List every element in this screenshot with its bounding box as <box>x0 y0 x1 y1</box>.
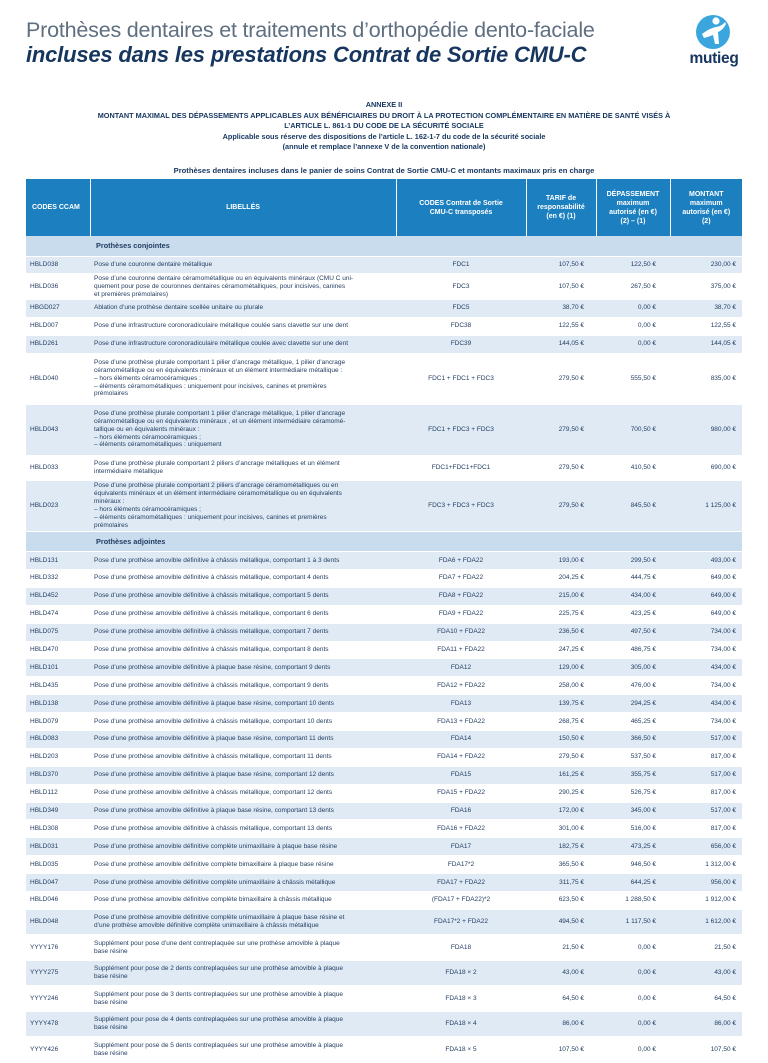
cell-tarif: 279,50 € <box>526 455 596 481</box>
cell-tarif: 301,00 € <box>526 820 596 838</box>
cell-tarif: 144,05 € <box>526 335 596 353</box>
cell-code-cmu: FDA6 + FDA22 <box>396 552 526 570</box>
cell-depassement: 345,00 € <box>596 802 670 820</box>
cell-depassement: 423,25 € <box>596 605 670 623</box>
cell-libelle: Pose d’une infrastructure coronoradiculaire métallique coulée sans clavette sur une dent <box>90 317 396 335</box>
cell-depassement: 0,00 € <box>596 1037 670 1063</box>
cell-code-cmu: FDC3 + FDC3 + FDC3 <box>396 481 526 532</box>
cell-tarif: 107,50 € <box>526 274 596 300</box>
cell-montant: 64,50 € <box>670 986 742 1012</box>
table-row <box>26 455 742 481</box>
annex-line-4: Applicable sous réserve des dispositions de l’article L. 162-1-7 du code de la sécurité sociale <box>222 131 546 141</box>
cell-libelle: Pose d’une prothèse amovible définitive à plaque base résine, comportant 11 dents <box>90 730 396 748</box>
table-row <box>26 730 742 748</box>
cell-depassement: 305,00 € <box>596 659 670 677</box>
cell-montant: 734,00 € <box>670 677 742 695</box>
cell-libelle: Pose d’une prothèse amovible définitive à plaque base résine, comportant 10 dents <box>90 695 396 713</box>
cell-depassement: 476,00 € <box>596 677 670 695</box>
cell-depassement: 366,50 € <box>596 730 670 748</box>
table-row <box>26 1011 742 1037</box>
cell-code-cmu: FDC1 + FDC1 + FDC3 <box>396 353 526 404</box>
cell-code-cmu: FDA13 + FDA22 <box>396 713 526 731</box>
cell-tarif: 225,75 € <box>526 605 596 623</box>
cell-depassement: 0,00 € <box>596 317 670 335</box>
cell-libelle: Pose d’une prothèse amovible définitive à plaque base résine, comportant 12 dents <box>90 766 396 784</box>
cell-libelle: Pose d’une prothèse amovible définitive à châssis métallique, comportant 13 dents <box>90 820 396 838</box>
cell-code-cmu: FDC38 <box>396 317 526 335</box>
cell-code-ccam: HBLD033 <box>26 455 90 481</box>
cell-depassement: 516,00 € <box>596 820 670 838</box>
cell-depassement: 294,25 € <box>596 695 670 713</box>
cell-code-cmu: FDA13 <box>396 695 526 713</box>
cell-code-ccam: HBLD112 <box>26 784 90 802</box>
table-row <box>26 891 742 909</box>
cell-libelle: Pose d’une prothèse amovible définitive complète bimaxillaire à plaque base résine <box>90 856 396 874</box>
cell-code-ccam: HBLD007 <box>26 317 90 335</box>
cell-depassement: 299,50 € <box>596 552 670 570</box>
cell-tarif: 43,00 € <box>526 960 596 986</box>
cell-code-ccam: HBLD023 <box>26 481 90 532</box>
cell-montant: 817,00 € <box>670 784 742 802</box>
cell-libelle: Pose d’une prothèse plurale comportant 2 piliers d’ancrage métalliques et un élément intermédiaire métallique <box>90 455 396 481</box>
cell-code-ccam: HBLD038 <box>26 256 90 274</box>
cell-montant: 817,00 € <box>670 748 742 766</box>
cell-libelle: Pose d’une couronne dentaire céramométallique ou en équivalents minéraux (CMU C uni- quement pour pose de couronnes dentaires céramométalliques, pour incisives, canines et premières prémolaires) <box>90 274 396 300</box>
cell-tarif: 107,50 € <box>526 1037 596 1063</box>
cell-code-cmu: FDA15 <box>396 766 526 784</box>
cell-montant: 107,50 € <box>670 1037 742 1063</box>
cell-tarif: 258,00 € <box>526 677 596 695</box>
cell-depassement: 122,50 € <box>596 256 670 274</box>
cell-code-cmu: FDC1 + FDC3 + FDC3 <box>396 404 526 455</box>
header-text: (2) <box>701 217 711 225</box>
table-row <box>26 659 742 677</box>
cell-code-ccam: HBLD349 <box>26 802 90 820</box>
logo-text: mutieg <box>689 50 739 67</box>
table-row <box>26 909 742 935</box>
table-row <box>26 641 742 659</box>
cell-code-ccam: HBLD031 <box>26 838 90 856</box>
cell-code-cmu: FDA18 × 5 <box>396 1037 526 1063</box>
cell-montant: 38,70 € <box>670 299 742 317</box>
cell-montant: 1 125,00 € <box>670 481 742 532</box>
cell-libelle: Supplément pour pose d’une dent contreplaquée sur une prothèse amovible à plaque base résine <box>90 935 396 961</box>
cell-code-cmu: FDA17*2 <box>396 856 526 874</box>
cell-montant: 434,00 € <box>670 659 742 677</box>
cell-tarif: 279,50 € <box>526 404 596 455</box>
header-text: autorisé (en €) <box>609 208 657 216</box>
table-row <box>26 820 742 838</box>
cell-code-cmu: FDA18 × 4 <box>396 1011 526 1037</box>
cell-libelle: Pose d’une prothèse amovible définitive à châssis métallique, comportant 4 dents <box>90 569 396 587</box>
cell-libelle: Supplément pour pose de 4 dents contreplaquées sur une prothèse amovible à plaque base résine <box>90 1011 396 1037</box>
cell-code-cmu: (FDA17 + FDA22)*2 <box>396 891 526 909</box>
cell-depassement: 0,00 € <box>596 1011 670 1037</box>
table-row <box>26 569 742 587</box>
cell-depassement: 1 117,50 € <box>596 909 670 935</box>
header-text: (2) – (1) <box>620 217 646 225</box>
table-row <box>26 623 742 641</box>
cell-libelle: Supplément pour pose de 2 dents contreplaquées sur une prothèse amovible à plaque base résine <box>90 960 396 986</box>
cell-montant: 230,00 € <box>670 256 742 274</box>
table-header <box>26 179 742 236</box>
table-row <box>26 404 742 455</box>
header-text: TARIF de <box>545 195 577 202</box>
header-text: maximum <box>616 199 650 207</box>
cell-code-cmu: FDA17 <box>396 838 526 856</box>
header-montant <box>670 179 742 236</box>
cell-code-ccam: HBLD470 <box>26 641 90 659</box>
group-label: Prothèses conjointes <box>26 236 742 256</box>
cell-tarif: 204,25 € <box>526 569 596 587</box>
cell-montant: 690,00 € <box>670 455 742 481</box>
cell-code-cmu: FDC5 <box>396 299 526 317</box>
cell-montant: 734,00 € <box>670 641 742 659</box>
cell-libelle: Pose d’une prothèse amovible définitive complète unimaxillaire à plaque base résine <box>90 838 396 856</box>
header-text: (en €) (1) <box>546 213 576 220</box>
cell-montant: 375,00 € <box>670 274 742 300</box>
cell-depassement: 555,50 € <box>596 353 670 404</box>
cell-code-cmu: FDA14 <box>396 730 526 748</box>
cell-code-ccam: HBLD079 <box>26 713 90 731</box>
table-row <box>26 317 742 335</box>
page-title: Prothèses dentaires et traitements d’orthopédie dento-faciale <box>26 18 595 42</box>
cell-tarif: 38,70 € <box>526 299 596 317</box>
cell-code-ccam: HBLD036 <box>26 274 90 300</box>
cell-code-ccam: HBLD261 <box>26 335 90 353</box>
cell-code-ccam: YYYY246 <box>26 986 90 1012</box>
table-row <box>26 605 742 623</box>
header-text: DÉPASSEMENT <box>606 190 660 198</box>
cell-depassement: 0,00 € <box>596 986 670 1012</box>
table-row <box>26 353 742 404</box>
cell-depassement: 486,75 € <box>596 641 670 659</box>
table-row <box>26 695 742 713</box>
cell-montant: 517,00 € <box>670 802 742 820</box>
cell-libelle: Pose d’une prothèse amovible définitive à châssis métallique, comportant 12 dents <box>90 784 396 802</box>
table-row <box>26 935 742 961</box>
table-row <box>26 874 742 892</box>
cell-montant: 734,00 € <box>670 623 742 641</box>
table-row <box>26 986 742 1012</box>
cell-tarif: 236,50 € <box>526 623 596 641</box>
table-row <box>26 838 742 856</box>
cell-tarif: 150,50 € <box>526 730 596 748</box>
cell-libelle: Pose d’une prothèse amovible définitive à châssis métallique, comportant 5 dents <box>90 587 396 605</box>
cell-montant: 86,00 € <box>670 1011 742 1037</box>
cell-code-ccam: HBLD047 <box>26 874 90 892</box>
cell-tarif: 494,50 € <box>526 909 596 935</box>
table-row <box>26 587 742 605</box>
cell-code-cmu: FDA16 + FDA22 <box>396 820 526 838</box>
cell-tarif: 193,00 € <box>526 552 596 570</box>
cell-code-ccam: YYYY478 <box>26 1011 90 1037</box>
cell-depassement: 434,00 € <box>596 587 670 605</box>
cell-depassement: 355,75 € <box>596 766 670 784</box>
cell-montant: 493,00 € <box>670 552 742 570</box>
table-row <box>26 552 742 570</box>
cell-libelle: Pose d’une prothèse amovible définitive complète unimaxillaire à châssis métallique <box>90 874 396 892</box>
cell-montant: 649,00 € <box>670 569 742 587</box>
table-row <box>26 256 742 274</box>
cell-code-ccam: HBLD308 <box>26 820 90 838</box>
cell-code-cmu: FDA12 + FDA22 <box>396 677 526 695</box>
cell-libelle: Pose d’une prothèse amovible définitive à châssis métallique, comportant 6 dents <box>90 605 396 623</box>
cell-depassement: 497,50 € <box>596 623 670 641</box>
cell-libelle: Pose d’une prothèse plurale comportant 1 pilier d’ancrage métallique, 1 pilier d’ancrage céramométallique ou en équivalents minéraux et un élément intermédiaire métallique : – hors éléments céramocéramiques ; – éléments céramométalliques : uniquement pour incisives, canines et premières prémolaires <box>90 353 396 404</box>
cell-libelle: Pose d’une prothèse amovible définitive complète bimaxillaire à châssis métallique <box>90 891 396 909</box>
cell-code-ccam: HBLD138 <box>26 695 90 713</box>
cell-code-ccam: HBLD043 <box>26 404 90 455</box>
tariff-table <box>26 179 742 1063</box>
table-body <box>26 236 742 1062</box>
cell-depassement: 526,75 € <box>596 784 670 802</box>
cell-depassement: 946,50 € <box>596 856 670 874</box>
cell-depassement: 1 288,50 € <box>596 891 670 909</box>
cell-tarif: 279,50 € <box>526 481 596 532</box>
cell-depassement: 845,50 € <box>596 481 670 532</box>
table-row <box>26 748 742 766</box>
cell-libelle: Pose d’une prothèse amovible définitive à plaque base résine, comportant 9 dents <box>90 659 396 677</box>
header-text: CODES Contrat de Sortie <box>419 199 503 207</box>
cell-depassement: 0,00 € <box>596 935 670 961</box>
cell-code-cmu: FDC3 <box>396 274 526 300</box>
cell-montant: 656,00 € <box>670 838 742 856</box>
cell-code-ccam: HBLD083 <box>26 730 90 748</box>
cell-code-cmu: FDC39 <box>396 335 526 353</box>
cell-depassement: 473,25 € <box>596 838 670 856</box>
cell-code-ccam: HBLD332 <box>26 569 90 587</box>
section-title: Prothèses dentaires incluses dans le panier de soins Contrat de Sortie CMU-C et montants maximaux pris en charge <box>173 166 595 175</box>
cell-depassement: 0,00 € <box>596 299 670 317</box>
cell-tarif: 129,00 € <box>526 659 596 677</box>
cell-libelle: Pose d’une prothèse amovible définitive à châssis métallique, comportant 11 dents <box>90 748 396 766</box>
cell-tarif: 21,50 € <box>526 935 596 961</box>
cell-tarif: 86,00 € <box>526 1011 596 1037</box>
cell-tarif: 290,25 € <box>526 784 596 802</box>
cell-depassement: 0,00 € <box>596 960 670 986</box>
cell-depassement: 465,25 € <box>596 713 670 731</box>
page-subtitle: incluses dans les prestations Contrat de Sortie CMU-C <box>26 42 587 67</box>
cell-code-cmu: FDC1+FDC1+FDC1 <box>396 455 526 481</box>
group-label: Prothèses adjointes <box>26 532 742 552</box>
header-text: responsabilité <box>537 204 585 211</box>
cell-depassement: 444,75 € <box>596 569 670 587</box>
cell-tarif: 107,50 € <box>526 256 596 274</box>
cell-montant: 1 312,00 € <box>670 856 742 874</box>
cell-libelle: Supplément pour pose de 3 dents contreplaquées sur une prothèse amovible à plaque base résine <box>90 986 396 1012</box>
cell-montant: 649,00 € <box>670 587 742 605</box>
table-row <box>26 481 742 532</box>
cell-libelle: Pose d’une prothèse amovible définitive à châssis métallique, comportant 10 dents <box>90 713 396 731</box>
tariff-table-wrapper <box>26 179 742 1063</box>
table-row <box>26 960 742 986</box>
mutieg-logo <box>683 14 745 70</box>
cell-code-ccam: YYYY426 <box>26 1037 90 1063</box>
cell-libelle: Pose d’une prothèse amovible définitive à châssis métallique, comportant 9 dents <box>90 677 396 695</box>
cell-depassement: 410,50 € <box>596 455 670 481</box>
cell-montant: 1 612,00 € <box>670 909 742 935</box>
cell-montant: 817,00 € <box>670 820 742 838</box>
annex-heading <box>40 100 728 153</box>
cell-tarif: 365,50 € <box>526 856 596 874</box>
cell-tarif: 279,50 € <box>526 748 596 766</box>
cell-depassement: 0,00 € <box>596 335 670 353</box>
header-text: MONTANT <box>689 190 724 198</box>
table-row <box>26 784 742 802</box>
table-row <box>26 802 742 820</box>
annex-line-3: L’ARTICLE L. 861-1 DU CODE DE LA SÉCURITÉ SOCIALE <box>284 121 484 131</box>
cell-tarif: 122,55 € <box>526 317 596 335</box>
group-row-conjointes <box>26 236 742 256</box>
group-row-adjointes <box>26 532 742 552</box>
cell-depassement: 537,50 € <box>596 748 670 766</box>
cell-montant: 122,55 € <box>670 317 742 335</box>
cell-code-ccam: HBLD452 <box>26 587 90 605</box>
cell-tarif: 64,50 € <box>526 986 596 1012</box>
cell-code-cmu: FDA12 <box>396 659 526 677</box>
cell-libelle: Pose d’une couronne dentaire métallique <box>90 256 396 274</box>
header-tarif <box>526 179 596 236</box>
cell-depassement: 644,25 € <box>596 874 670 892</box>
cell-montant: 980,00 € <box>670 404 742 455</box>
cell-libelle: Pose d’une prothèse amovible définitive à plaque base résine, comportant 13 dents <box>90 802 396 820</box>
cell-code-cmu: FDA9 + FDA22 <box>396 605 526 623</box>
cell-code-cmu: FDC1 <box>396 256 526 274</box>
cell-tarif: 215,00 € <box>526 587 596 605</box>
cell-code-ccam: HBGD027 <box>26 299 90 317</box>
cell-code-cmu: FDA7 + FDA22 <box>396 569 526 587</box>
cell-tarif: 182,75 € <box>526 838 596 856</box>
cell-code-cmu: FDA18 × 2 <box>396 960 526 986</box>
header-text: CMU-C transposés <box>429 208 493 216</box>
cell-depassement: 700,50 € <box>596 404 670 455</box>
table-row <box>26 274 742 300</box>
cell-depassement: 267,50 € <box>596 274 670 300</box>
cell-libelle: Ablation d’une prothèse dentaire scellée unitaire ou plurale <box>90 299 396 317</box>
annex-line-1: ANNEXE II <box>365 100 403 109</box>
cell-montant: 956,00 € <box>670 874 742 892</box>
table-row <box>26 713 742 731</box>
header-codes-cmu <box>396 179 526 236</box>
cell-montant: 21,50 € <box>670 935 742 961</box>
cell-libelle: Pose d’une prothèse plurale comportant 2 piliers d’ancrage céramométalliques ou en équivalents minéraux et un élément intermédiaire céramométallique ou en équivalents minéraux : – hors éléments céramocéramiques ; – éléments céramométalliques : uniquement pour incisives, canines et premières prémolaires <box>90 481 396 532</box>
cell-montant: 43,00 € <box>670 960 742 986</box>
cell-tarif: 161,25 € <box>526 766 596 784</box>
cell-tarif: 279,50 € <box>526 353 596 404</box>
header-depassement <box>596 179 670 236</box>
cell-code-ccam: HBLD075 <box>26 623 90 641</box>
cell-tarif: 268,75 € <box>526 713 596 731</box>
cell-montant: 517,00 € <box>670 766 742 784</box>
cell-code-cmu: FDA10 + FDA22 <box>396 623 526 641</box>
cell-libelle: Pose d’une prothèse amovible définitive à châssis métallique, comportant 8 dents <box>90 641 396 659</box>
cell-code-ccam: HBLD131 <box>26 552 90 570</box>
cell-libelle: Pose d’une infrastructure coronoradiculaire métallique coulée avec clavette sur une dent <box>90 335 396 353</box>
cell-montant: 835,00 € <box>670 353 742 404</box>
cell-tarif: 623,50 € <box>526 891 596 909</box>
cell-code-ccam: HBLD046 <box>26 891 90 909</box>
cell-code-cmu: FDA14 + FDA22 <box>396 748 526 766</box>
cell-code-cmu: FDA15 + FDA22 <box>396 784 526 802</box>
cell-code-cmu: FDA17*2 + FDA22 <box>396 909 526 935</box>
cell-code-ccam: HBLD203 <box>26 748 90 766</box>
cell-montant: 144,05 € <box>670 335 742 353</box>
annex-line-5: (annule et remplace l’annexe V de la convention nationale) <box>282 142 486 152</box>
cell-code-cmu: FDA8 + FDA22 <box>396 587 526 605</box>
table-row <box>26 677 742 695</box>
cell-libelle: Pose d’une prothèse amovible définitive à châssis métallique, comportant 7 dents <box>90 623 396 641</box>
cell-tarif: 311,75 € <box>526 874 596 892</box>
cell-code-cmu: FDA17 + FDA22 <box>396 874 526 892</box>
cell-code-cmu: FDA16 <box>396 802 526 820</box>
cell-montant: 434,00 € <box>670 695 742 713</box>
cell-tarif: 139,75 € <box>526 695 596 713</box>
header-text: maximum <box>689 199 723 207</box>
cell-libelle: Pose d’une prothèse amovible définitive complète unimaxillaire à plaque base résine et d’une prothèse amovible définitive complète unimaxillaire à châssis métallique <box>90 909 396 935</box>
header-text: autorisé (en €) <box>682 208 731 216</box>
cell-code-ccam: YYYY176 <box>26 935 90 961</box>
table-row <box>26 1037 742 1063</box>
cell-code-ccam: HBLD101 <box>26 659 90 677</box>
cell-montant: 649,00 € <box>670 605 742 623</box>
table-row <box>26 766 742 784</box>
cell-code-ccam: YYYY275 <box>26 960 90 986</box>
cell-code-ccam: HBLD435 <box>26 677 90 695</box>
cell-code-ccam: HBLD048 <box>26 909 90 935</box>
table-row <box>26 856 742 874</box>
annex-line-2: MONTANT MAXIMAL DES DÉPASSEMENTS APPLICABLES AUX BÉNÉFICIAIRES DU DROIT À LA PROTECTION COMPLÉMENTAIRE EN MATIÈRE DE SANTÉ VISÉS À <box>97 110 671 120</box>
cell-code-cmu: FDA11 + FDA22 <box>396 641 526 659</box>
table-row <box>26 335 742 353</box>
cell-libelle: Pose d’une prothèse amovible définitive à châssis métallique, comportant 1 à 3 dents <box>90 552 396 570</box>
cell-tarif: 247,25 € <box>526 641 596 659</box>
cell-montant: 517,00 € <box>670 730 742 748</box>
logo-icon <box>692 14 734 50</box>
cell-code-cmu: FDA18 × 3 <box>396 986 526 1012</box>
cell-montant: 734,00 € <box>670 713 742 731</box>
cell-code-ccam: HBLD370 <box>26 766 90 784</box>
cell-libelle: Pose d’une prothèse plurale comportant 1 pilier d’ancrage métallique, 1 pilier d’ancrage céramométallique ou en équivalents minéraux , et un élément intermédiaire céramomé- tallique ou en équivalents minéraux : – hors éléments céramocéramiques ; – éléments céramométalliques : uniquement <box>90 404 396 455</box>
cell-montant: 1 912,00 € <box>670 891 742 909</box>
cell-tarif: 172,00 € <box>526 802 596 820</box>
header-codes-ccam: CODES CCAM <box>26 179 90 236</box>
cell-code-ccam: HBLD474 <box>26 605 90 623</box>
cell-code-ccam: HBLD040 <box>26 353 90 404</box>
cell-code-cmu: FDA18 <box>396 935 526 961</box>
header-libelles: LIBELLÉS <box>90 179 396 236</box>
cell-libelle: Supplément pour pose de 5 dents contreplaquées sur une prothèse amovible à plaque base résine <box>90 1037 396 1063</box>
table-row <box>26 299 742 317</box>
cell-code-ccam: HBLD035 <box>26 856 90 874</box>
page-header <box>26 18 666 67</box>
